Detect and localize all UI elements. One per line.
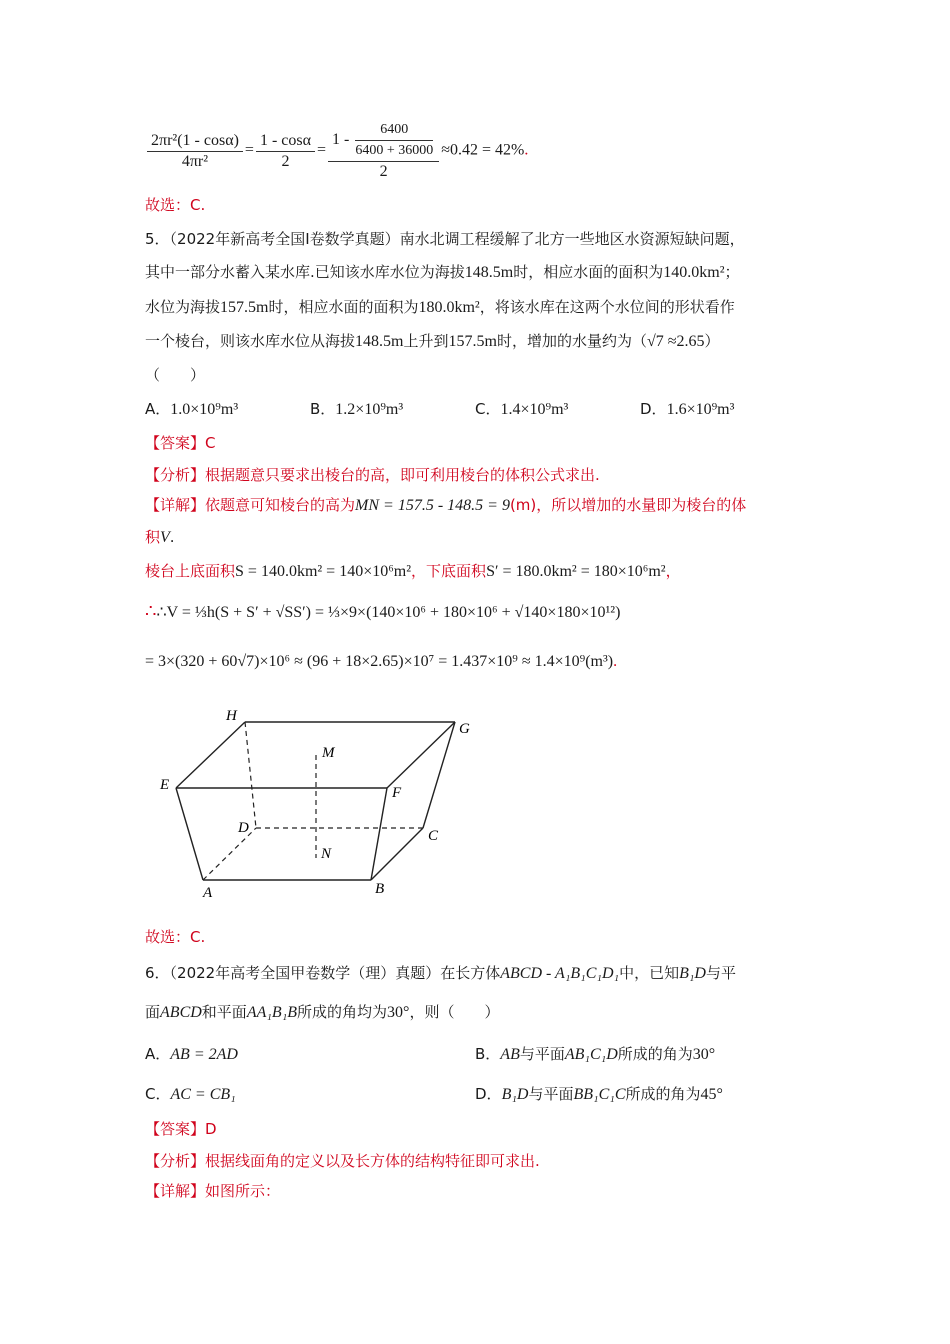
q6-l2-g: ，则（ ） bbox=[409, 1003, 500, 1021]
q5-l4-b: 148.5m bbox=[355, 333, 404, 350]
analysis-text: 根据线面角的定义以及长方体的结构特征即可求出. bbox=[205, 1152, 540, 1170]
answer-value: C bbox=[205, 434, 216, 452]
q5-detail-line1 bbox=[145, 494, 746, 517]
detail-text: 如图所示： bbox=[205, 1182, 281, 1200]
option-d4: 所成的角为 bbox=[625, 1085, 701, 1103]
volume-1: ∴V = ⅓h(S + S′ + √SS′) = ⅓×9×(140×10⁶ + 180×10⁶ + √140×180×10¹²) bbox=[156, 604, 621, 621]
area-1b: S = 140.0km² = 140×10⁶m² bbox=[235, 563, 412, 580]
fraction-2 bbox=[256, 131, 315, 172]
q6-line2 bbox=[145, 1001, 499, 1024]
option-label: D． bbox=[640, 400, 667, 418]
edge-HD bbox=[245, 722, 256, 828]
option-d5: 45° bbox=[700, 1086, 723, 1103]
inner-denominator: 6400 + 36000 bbox=[355, 143, 434, 158]
label-M: M bbox=[322, 745, 335, 761]
fraction-1-numerator: 2πr²(1 - cosα) bbox=[147, 131, 243, 152]
q5-option-a bbox=[145, 398, 238, 421]
option-d1: B₁D bbox=[501, 1086, 529, 1103]
option-label: B． bbox=[475, 1045, 501, 1063]
q5-l4-e: 时，增加的水量约为（ bbox=[496, 332, 647, 350]
edge-EH bbox=[176, 722, 245, 788]
label-G: G bbox=[459, 721, 470, 737]
top-answer: 故选：C. bbox=[145, 196, 206, 214]
analysis-text: 根据题意只要求出棱台的高，即可利用棱台的体积公式求出. bbox=[205, 466, 600, 484]
q6-option-b bbox=[475, 1043, 715, 1066]
option-label: C． bbox=[145, 1085, 171, 1103]
fraction-3 bbox=[328, 120, 439, 182]
option-label: B． bbox=[310, 400, 336, 418]
q5-l4-c: 上升到 bbox=[403, 332, 449, 350]
q6-detail bbox=[145, 1180, 280, 1202]
q6-l1-b: ABCD - A₁B₁C₁D₁ bbox=[500, 965, 620, 982]
label-B: B bbox=[375, 881, 385, 897]
top-formula: $\frac{\text{2πr²(1 - cosα)}}{\text{4πr²}}$ = $\frac{1 - \cos\alpha}{2}$ = 1 - $\frac{6400}{6400 + 36000}$ 2 ≈0.42 = 42%. bbox=[145, 120, 528, 182]
q5-option-d bbox=[640, 398, 734, 421]
q5-line1: 5．（2022年新高考全国Ⅰ卷数学真题）南水北调工程缓解了北方一些地区水资源短缺问题， bbox=[145, 230, 745, 248]
detail-1a: 依题意可知棱台的高为 bbox=[205, 496, 356, 514]
frustum-figure bbox=[150, 700, 490, 905]
answer-tag: 【答案】 bbox=[145, 434, 206, 452]
q6-option-d bbox=[475, 1083, 723, 1106]
fraction-2-denominator: 2 bbox=[281, 152, 290, 170]
q5-blank: （ ） bbox=[145, 366, 206, 384]
q5-line2 bbox=[145, 261, 740, 284]
q6-l1-c: 中，已知 bbox=[619, 964, 680, 982]
detail-tag: 【详解】 bbox=[145, 496, 206, 514]
q6-l2-f: 30° bbox=[387, 1004, 410, 1021]
q5-l3-b: 157.5m bbox=[220, 299, 269, 316]
fraction-3-denominator: 2 bbox=[379, 163, 388, 180]
q5-l3-d: 180.0km² bbox=[418, 299, 480, 316]
option-b5: 30° bbox=[692, 1046, 716, 1063]
q5-detail-line2 bbox=[145, 526, 175, 549]
area-1c: ，下底面积 bbox=[411, 562, 487, 580]
q6-line1 bbox=[145, 962, 736, 985]
q6-l2-a: 面 bbox=[145, 1003, 161, 1021]
analysis-tag: 【分析】 bbox=[145, 466, 206, 484]
option-b1: AB bbox=[500, 1046, 520, 1063]
detail-2c: . bbox=[169, 528, 175, 546]
q5-l4-a: 一个棱台，则该水库水位从海拔 bbox=[145, 332, 356, 350]
area-1a: 棱台上底面积 bbox=[145, 562, 236, 580]
q5-l3-c: 时，相应水面的面积为 bbox=[268, 298, 419, 316]
fraction-3-prefix: 1 - bbox=[332, 131, 350, 149]
fraction-1-denominator: 4πr² bbox=[181, 152, 209, 170]
detail-2a: 积 bbox=[145, 528, 161, 546]
option-value: 1.2×10⁹m³ bbox=[335, 401, 404, 418]
option-d3: BB₁C₁C bbox=[573, 1086, 626, 1103]
q5-volume-line2 bbox=[145, 651, 617, 673]
q5-answer bbox=[145, 432, 216, 454]
label-F: F bbox=[392, 785, 402, 801]
option-label: D． bbox=[475, 1085, 502, 1103]
detail-1b: MN = 157.5 - 148.5 = 9 bbox=[355, 497, 510, 514]
option-label: C． bbox=[475, 400, 501, 418]
fraction-3-inner bbox=[355, 120, 433, 161]
q5-l3-e: ，将该水库在这两个水位间的形状看作 bbox=[479, 298, 735, 316]
volume-2: = 3×(320 + 60√7)×10⁶ ≈ (96 + 18×2.65)×10⁷ = 1.437×10⁹ ≈ 1.4×10⁹(m³) bbox=[145, 653, 614, 670]
q5-area-line bbox=[145, 560, 681, 583]
q6-l2-c: 和平面 bbox=[201, 1003, 247, 1021]
option-value: 1.0×10⁹m³ bbox=[170, 401, 239, 418]
q5-volume-line1: ∴∴V = ⅓h(S + S′ + √SS′) = ⅓×9×(140×10⁶ + 180×10⁶ + √140×180×10¹²) bbox=[145, 601, 621, 621]
inner-numerator: 6400 bbox=[355, 120, 433, 141]
q5-l2-b: 148.5m bbox=[464, 264, 514, 281]
q6-option-c bbox=[145, 1083, 236, 1106]
q6-l2-b: ABCD bbox=[160, 1004, 202, 1021]
detail-tag: 【详解】 bbox=[145, 1182, 206, 1200]
fraction-2-numerator: 1 - cosα bbox=[256, 131, 315, 152]
q5-l2-d: 140.0km² bbox=[663, 264, 725, 281]
label-A: A bbox=[203, 885, 213, 901]
answer-tag: 【答案】 bbox=[145, 1120, 206, 1138]
q5-final: 故选：C. bbox=[145, 928, 206, 946]
label-N: N bbox=[321, 846, 332, 862]
label-C: C bbox=[428, 828, 439, 844]
q5-l4-d: 157.5m bbox=[448, 333, 497, 350]
q6-l1-e: 与平 bbox=[705, 964, 736, 982]
answer-value: D bbox=[205, 1120, 217, 1138]
option-value: AB = 2AD bbox=[170, 1046, 238, 1063]
q6-l1-d: B₁D bbox=[679, 965, 706, 982]
option-label: A． bbox=[145, 1045, 171, 1063]
formula-result: ≈0.42 = 42% bbox=[441, 141, 525, 159]
q5-l2-a: 其中一部分水蓄入某水库.已知该水库水位为海拔 bbox=[145, 263, 465, 281]
option-value: 1.6×10⁹m³ bbox=[666, 401, 735, 418]
volume-end: . bbox=[613, 653, 618, 670]
label-D: D bbox=[238, 820, 249, 836]
option-d2: 与平面 bbox=[528, 1085, 574, 1103]
area-1d: S′ = 180.0km² = 180×10⁶m² bbox=[486, 563, 666, 580]
q5-line4 bbox=[145, 330, 720, 353]
q5-l4-g: ） bbox=[704, 332, 720, 350]
q6-l1-a: 6．（2022年高考全国甲卷数学（理）真题）在长方体 bbox=[145, 964, 501, 982]
fraction-3-numerator bbox=[328, 120, 439, 162]
option-b3: AB₁C₁D bbox=[564, 1046, 618, 1063]
label-E: E bbox=[160, 777, 170, 793]
edge-EA bbox=[176, 788, 203, 880]
label-H: H bbox=[226, 708, 237, 724]
q5-l2-e: ； bbox=[724, 263, 740, 281]
detail-1c: (m)，所以增加的水量即为棱台的体 bbox=[509, 496, 747, 514]
option-label: A． bbox=[145, 400, 171, 418]
q6-option-a bbox=[145, 1043, 238, 1066]
q5-l3-a: 水位为海拔 bbox=[145, 298, 221, 316]
q5-line3 bbox=[145, 296, 735, 319]
q6-l2-e: 所成的角均为 bbox=[297, 1003, 388, 1021]
q6-answer bbox=[145, 1118, 217, 1140]
analysis-tag: 【分析】 bbox=[145, 1152, 206, 1170]
fraction-1 bbox=[147, 131, 243, 172]
q5-l2-c: 时，相应水面的面积为 bbox=[513, 263, 664, 281]
detail-2b: V bbox=[160, 529, 170, 546]
option-value: 1.4×10⁹m³ bbox=[500, 401, 569, 418]
option-b4: 所成的角为 bbox=[617, 1045, 693, 1063]
q6-l2-d: AA₁B₁B bbox=[246, 1004, 298, 1021]
q5-option-b bbox=[310, 398, 403, 421]
q5-l4-f: √7 ≈2.65 bbox=[646, 333, 705, 350]
area-1e: ， bbox=[665, 562, 681, 580]
q5-option-c bbox=[475, 398, 568, 421]
q6-analysis bbox=[145, 1150, 540, 1172]
option-b2: 与平面 bbox=[519, 1045, 565, 1063]
option-value: AC = CB₁ bbox=[170, 1086, 236, 1103]
q5-analysis bbox=[145, 464, 600, 486]
